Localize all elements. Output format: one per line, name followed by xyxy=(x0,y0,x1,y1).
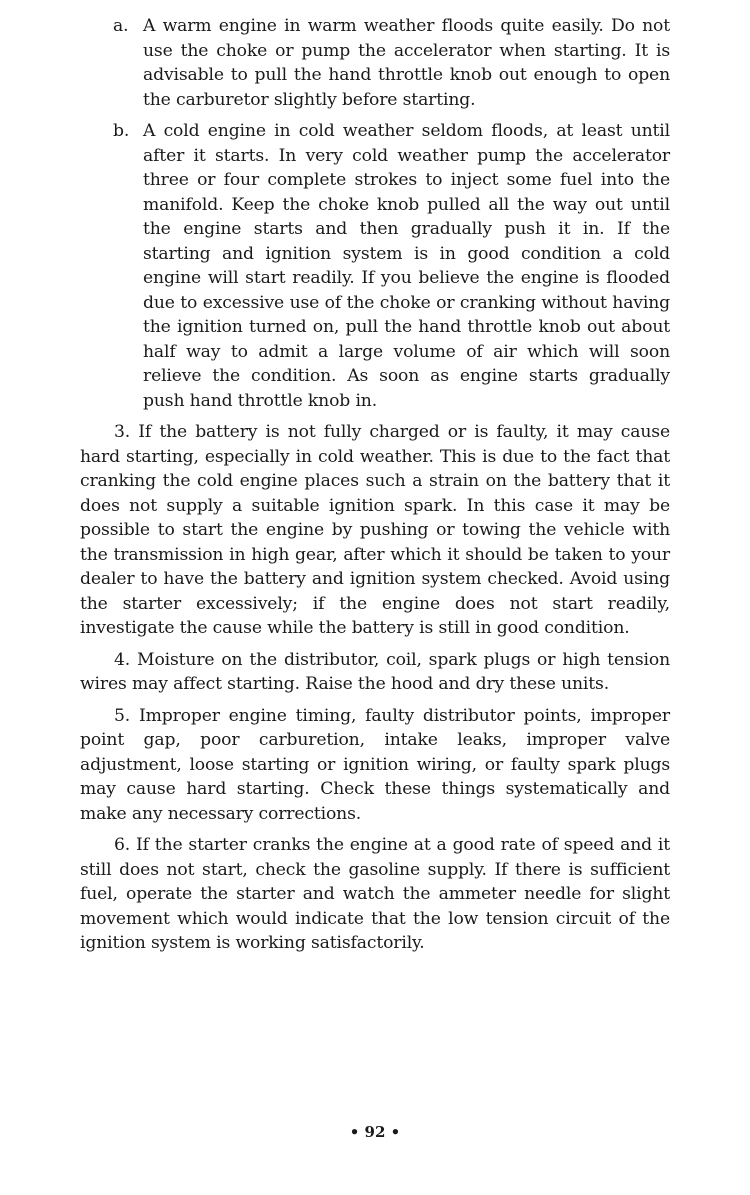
sub-item-marker: a. xyxy=(113,16,129,36)
paragraph-text: If the starter cranks the engine at a good rate of speed and it still does not start, check the gasoline supply. If there is sufficient fuel, operate the starter and watch the ammeter needle for slight movement which would indicate that the low tension circuit of the ignition system is working satisfactorily. xyxy=(80,835,670,953)
page-number: • 92 • xyxy=(349,1123,401,1141)
paragraph-number: 5. xyxy=(114,705,131,726)
paragraph-number: 3. xyxy=(114,422,131,442)
paragraph-number: 6. xyxy=(114,835,131,855)
paragraph-3 xyxy=(80,420,670,641)
sub-item-text: A warm engine in warm weather floods quite easily. Do not use the choke or pump the accelerator when starting. It is advisable to pull the hand throttle knob out enough to open the carburetor slightly before starting. xyxy=(143,16,670,110)
paragraph-text: Improper engine timing, faulty distributor points, improper point gap, poor carburetion, intake leaks, improper valve adjustment, loose starting or ignition wiring, or faulty spark plugs may cause hard starting. Check these things systematically and make any necessary corrections. xyxy=(80,705,670,824)
sub-item-text: A cold engine in cold weather seldom floods, at least until after it starts. In very cold weather pump the accelerator three or four complete strokes to inject some fuel into the manifold. Keep the choke knob pulled all the way out until the engine starts and then gradually push it in. If the starting and ignition system is in good condition a cold engine will start readily. If you believe the engine is flooded due to excessive use of the choke or cranking without having the ignition turned on, pull the hand throttle knob out about half way to admit a large volume of air which will soon relieve the condition. As soon as engine starts gradually push hand throttle knob in. xyxy=(143,121,670,411)
manual-page xyxy=(80,14,670,963)
paragraph-number: 4. xyxy=(114,649,131,670)
sub-item-b xyxy=(80,119,670,413)
paragraph-text: Moisture on the distributor, coil, spark plugs or high tension wires may affect starting. Raise the hood and dry these units. xyxy=(80,649,670,694)
sub-item-a xyxy=(80,14,670,112)
paragraph-text: If the battery is not fully charged or is faulty, it may cause hard starting, especially in cold weather. This is due to the fact that cranking the cold engine places such a strain on the battery that it does not supply a suitable ignition spark. In this case it may be possible to start the engine by pushing or towing the vehicle with the transmission in high gear, after which it should be taken to your dealer to have the battery and ignition system checked. Avoid using the starter excessively; if the engine does not start readily, investigate the cause while the battery is still in good condition. xyxy=(80,422,670,638)
sub-item-marker: b. xyxy=(113,121,130,141)
paragraph-4 xyxy=(80,648,670,697)
paragraph-6 xyxy=(80,833,670,956)
paragraph-5 xyxy=(80,704,670,827)
